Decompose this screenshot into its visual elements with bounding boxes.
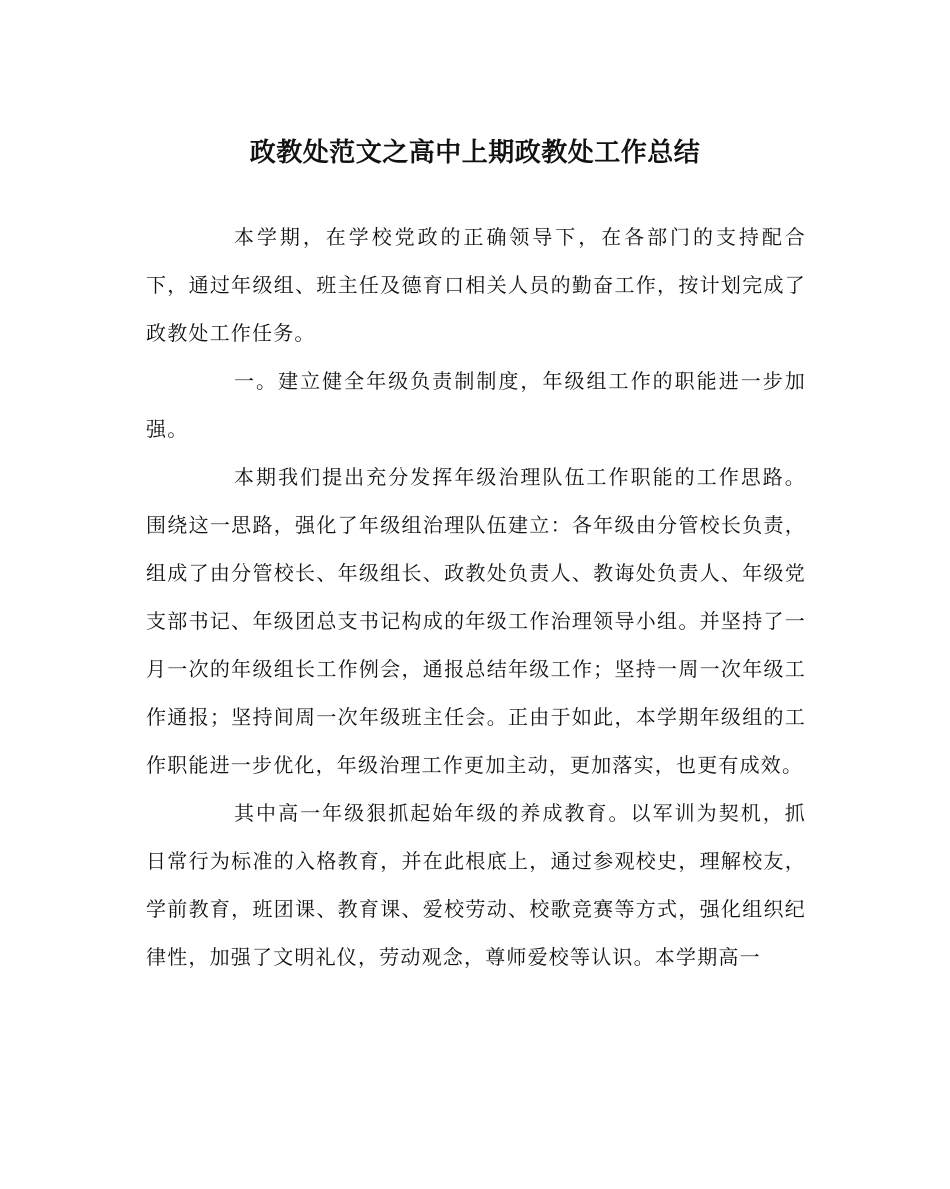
paragraph-section-heading-1: 一。建立健全年级负责制制度，年级组工作的职能进一步加强。 [146, 369, 806, 441]
paragraph-grade-one: 其中高一年级狠抓起始年级的养成教育。以军训为契机，抓日常行为标准的入格教育，并在此根底上，通过参观校史，理解校友，学前教育，班团课、教育课、爱校劳动、校歌竞赛等方式，强化组织纪律性，加强了文明礼仪，劳动观念，尊师爱校等认识。本学期高一 [146, 801, 806, 969]
document-body [146, 213, 806, 981]
document-title: 政教处范文之高中上期政教处工作总结 [249, 138, 701, 168]
paragraph-grade-management: 本期我们提出充分发挥年级治理队伍工作职能的工作思路。围绕这一思路，强化了年级组治理队伍建立：各年级由分管校长负责，组成了由分管校长、年级组长、政教处负责人、教诲处负责人、年级党支部书记、年级团总支书记构成的年级工作治理领导小组。并坚持了一月一次的年级组长工作例会，通报总结年级工作；坚持一周一次年级工作通报；坚持间周一次年级班主任会。正由于如此，本学期年级组的工作职能进一步优化，年级治理工作更加主动，更加落实，也更有成效。 [146, 465, 806, 777]
paragraph-intro: 本学期，在学校党政的正确领导下，在各部门的支持配合下，通过年级组、班主任及德育口相关人员的勤奋工作，按计划完成了政教处工作任务。 [146, 225, 806, 345]
